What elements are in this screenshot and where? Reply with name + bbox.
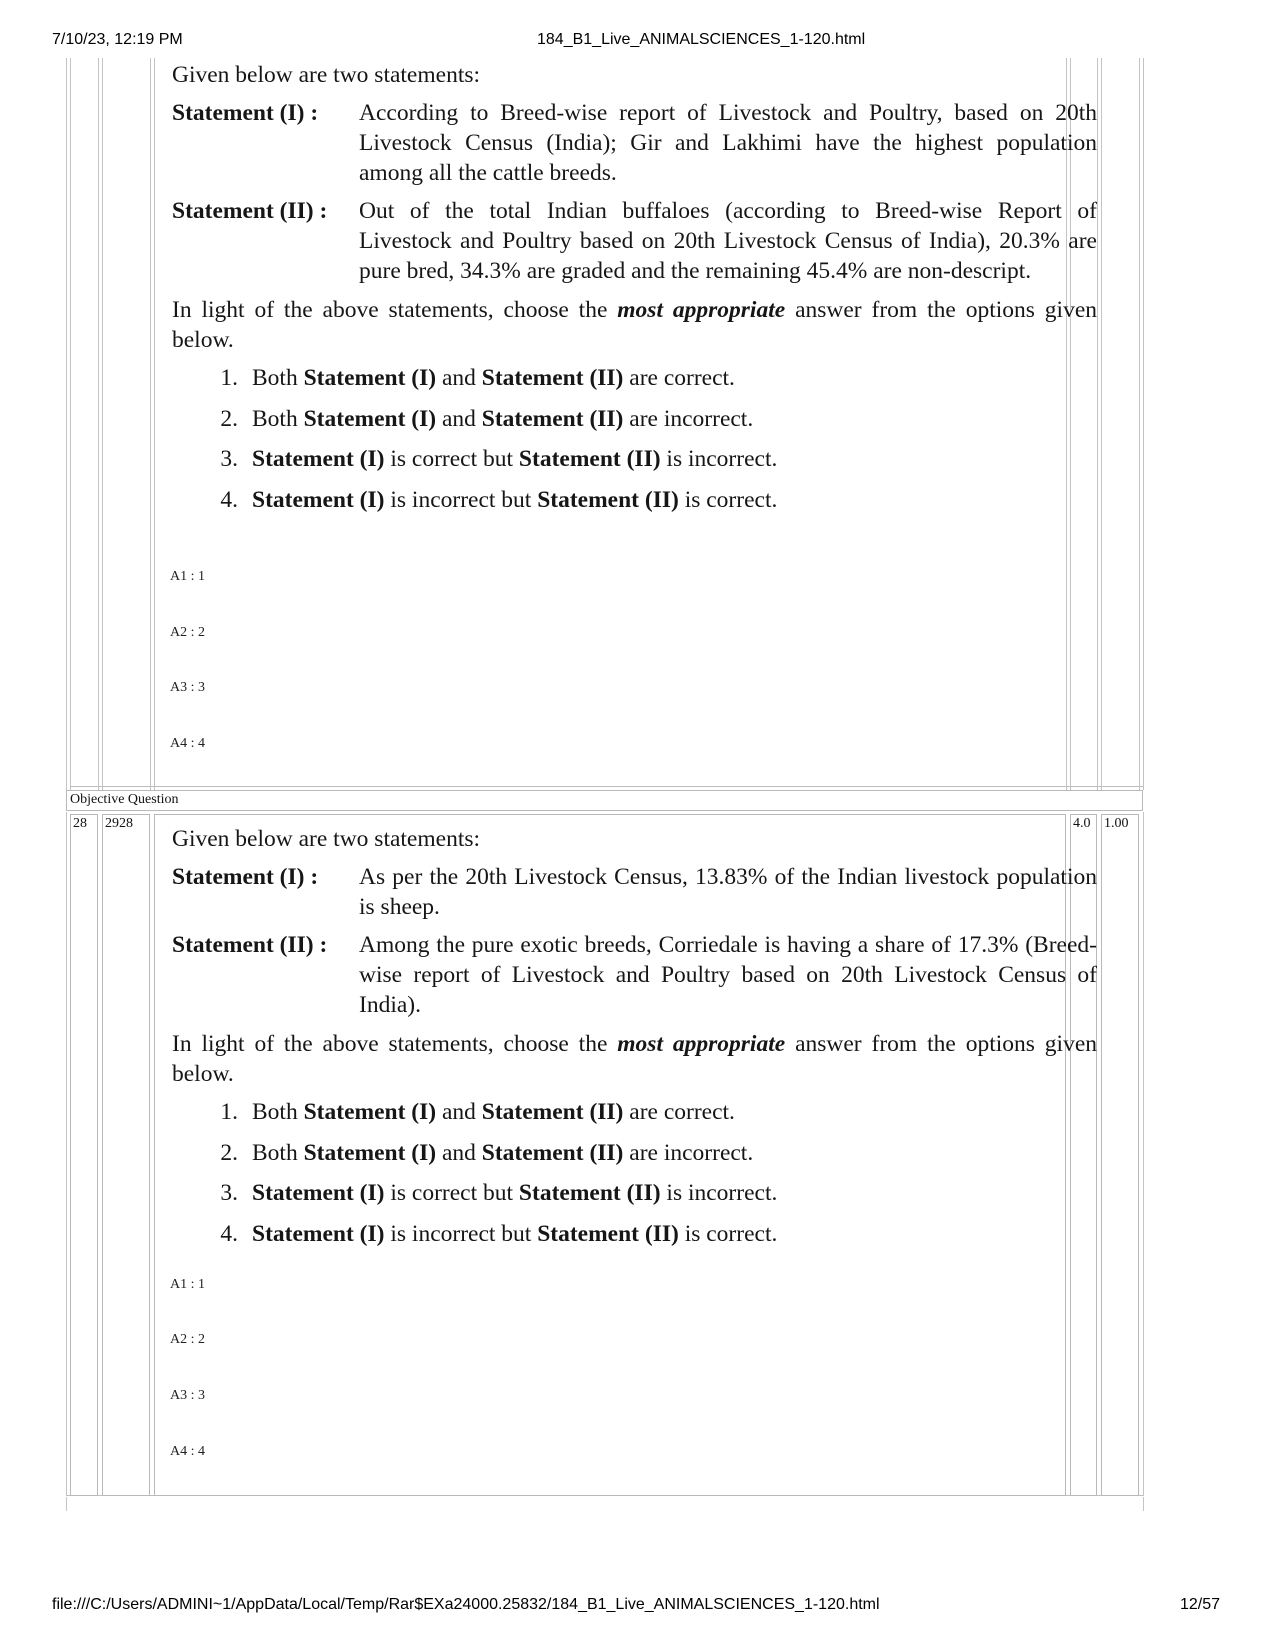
statement-2: [172, 930, 1097, 1020]
statement-1-text: As per the 20th Livestock Census, 13.83% of the Indian livestock population is sheep.: [359, 864, 1097, 920]
option-item: 1. Both Statement (I) and Statement (II) are correct.: [220, 1099, 735, 1125]
answer-code: A2 : 2: [170, 625, 205, 640]
serial-cell: [70, 814, 98, 1496]
question-intro: Given below are two statements:: [172, 826, 481, 852]
option-item: 4. Statement (I) is incorrect but Statement (II) is correct.: [220, 1220, 778, 1247]
option-item: 3. Statement (I) is correct but Statement (II) is incorrect.: [220, 1180, 778, 1206]
option-item: 2. Both Statement (I) and Statement (II) are incorrect.: [220, 405, 754, 432]
section-label: Objective Question: [70, 792, 179, 807]
question-id: 2928: [105, 816, 133, 831]
print-file-path: file:///C:/Users/ADMINI~1/AppData/Local/Temp/Rar$EXa24000.25832/184_B1_Live_ANIMALSCIENCES_1-120.html: [52, 1596, 880, 1613]
option-list: [172, 363, 1097, 515]
option-item: 4. Statement (I) is incorrect but Statement (II) is correct.: [220, 486, 778, 513]
statement-2-text: Out of the total Indian buffaloes (according to Breed-wise Report of Livestock and Poultry based on 20th Livestock Census of India), 20.3% are pure bred, 34.3% are graded and the remaining 45.4% are non-descript.: [359, 198, 1097, 284]
answer-code: A4 : 4: [170, 736, 205, 751]
answer-code: A1 : 1: [170, 1277, 205, 1292]
statement-2: [172, 196, 1097, 286]
instruction-text: In light of the above statements, choose the most appropriate answer from the options given below.: [172, 297, 1098, 353]
statement-1-label: Statement (I) :: [172, 864, 319, 890]
question-id-cell: [102, 814, 150, 1496]
instruction-text: In light of the above statements, choose the most appropriate answer from the options given below.: [172, 1031, 1098, 1087]
statement-1: [172, 862, 1097, 922]
statement-2-label: Statement (II) :: [172, 198, 328, 224]
question-negative-marks: 1.00: [1104, 816, 1129, 831]
statement-1-text: According to Breed-wise report of Livestock and Poultry, based on 20th Livestock Census (India); Gir and Lakhimi have the highest population among all the cattle breeds.: [359, 100, 1097, 186]
statement-2-text: Among the pure exotic breeds, Corriedale is having a share of 17.3% (Breed-wise report of Livestock and Poultry based on 20th Livestock Census of India).: [359, 932, 1097, 1018]
answer-code: A3 : 3: [170, 680, 205, 695]
print-page-title: 184_B1_Live_ANIMALSCIENCES_1-120.html: [537, 31, 866, 48]
print-page-number: 12/57: [1180, 1596, 1221, 1613]
negative-marks-cell: [1101, 814, 1139, 1496]
answer-code: A1 : 1: [170, 569, 205, 584]
question-serial: 28: [73, 816, 87, 831]
question-intro: Given below are two statements:: [172, 62, 481, 88]
option-item: 1. Both Statement (I) and Statement (II) are correct.: [220, 365, 735, 391]
print-datetime: 7/10/23, 12:19 PM: [52, 31, 183, 48]
question-marks: 4.0: [1073, 816, 1091, 831]
option-list: [172, 1097, 1097, 1249]
answer-code: A3 : 3: [170, 1388, 205, 1403]
statement-1: [172, 98, 1097, 188]
statement-2-label: Statement (II) :: [172, 932, 328, 958]
question-28-text: [172, 824, 1097, 1259]
question-27-text: [172, 60, 1097, 525]
section-row: [66, 790, 1143, 811]
statement-1-label: Statement (I) :: [172, 100, 319, 126]
answer-code: A4 : 4: [170, 1444, 205, 1459]
option-item: 2. Both Statement (I) and Statement (II) are incorrect.: [220, 1139, 754, 1166]
option-item: 3. Statement (I) is correct but Statement (II) is incorrect.: [220, 446, 778, 472]
answer-code: A2 : 2: [170, 1332, 205, 1347]
